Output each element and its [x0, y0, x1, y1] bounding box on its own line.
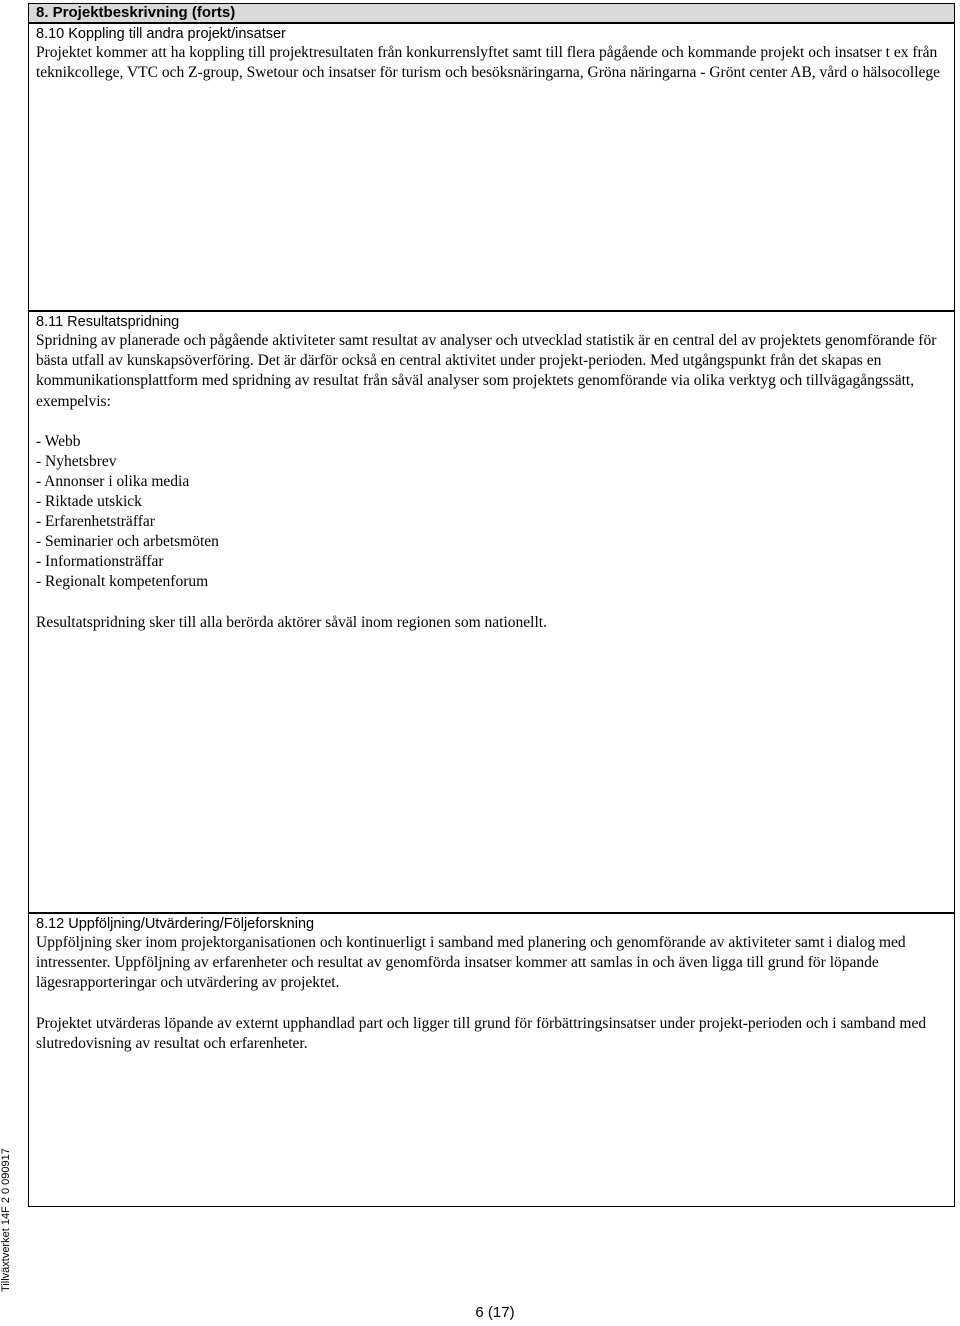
- dissemination-list: [36, 432, 946, 593]
- list-item: - Informationsträffar: [36, 553, 164, 571]
- section-header: [28, 3, 955, 23]
- section-8-12-title: 8.12 Uppföljning/Utvärdering/Följeforskning: [36, 916, 315, 932]
- section-header-title: 8. Projektbeskrivning (forts): [36, 4, 236, 21]
- page-number: [0, 1304, 960, 1321]
- section-8-10-title: 8.10 Koppling till andra projekt/insatser: [36, 26, 286, 42]
- list-item: - Nyhetsbrev: [36, 452, 117, 470]
- list-item: - Seminarier och arbetsmöten: [36, 533, 219, 551]
- list-item: - Erfarenhetsträffar: [36, 513, 155, 531]
- section-8-11: [28, 311, 955, 913]
- list-item: - Webb: [36, 432, 81, 450]
- section-8-12-text: Uppföljning sker inom projektorganisationen och kontinuerligt i samband med planering och genomförande av aktiviteter samt i dialog med intressenter. Uppföljning av erfarenheter och resultat av genomförda insatser kommer att samlas in och även ligga till grund för löpande lägesrapporteringar och utvärdering av projektet.: [36, 934, 906, 992]
- list-item: - Riktade utskick: [36, 493, 142, 511]
- list-item: - Annonser i olika media: [36, 473, 190, 490]
- section-8-10-text: Projektet kommer att ha koppling till projektresultaten från konkurrenslyftet samt till flera pågående och kommande projekt och insatser t ex från teknikcollege, VTC och Z-group, Swetour och insatser för turism och besöksnäringarna, Gröna näringarna - Grönt center AB, vård o hälsocollege: [36, 44, 941, 82]
- form-id-vertical: Tillväxtverket 14F 2 0 090917: [0, 1148, 12, 1292]
- section-8-10: [28, 23, 955, 311]
- section-8-11-text: Spridning av planerade och pågående aktiviteter samt resultat av analyser och utvecklad statistik är en central del av projektets genomförande för bästa utfall av kunskapsöverföring. Det är därför också en central aktivitet under projekt-perioden. Med utgångspunkt från det skapas en kommunikationsplattform med spridning av resultat från såväl analyser som projektets genomförande via olika verktyg och tillvägagångssätt, exempelvis:: [36, 332, 937, 410]
- list-item: - Regionalt kompetenforum: [36, 573, 209, 591]
- section-8-12: [28, 913, 955, 1207]
- section-8-12-text2: Projektet utvärderas löpande av externt upphandlad part och ligger till grund för förbättringsinsatser under projekt-perioden och i samband med slutredovisning av resultat och erfarenheter.: [36, 1014, 927, 1052]
- section-8-11-closing: Resultatspridning sker till alla berörda aktörer såväl inom regionen som nationellt.: [36, 613, 547, 631]
- page-number-text: 6 (17): [475, 1304, 515, 1321]
- section-8-11-title: 8.11 Resultatspridning: [36, 314, 180, 330]
